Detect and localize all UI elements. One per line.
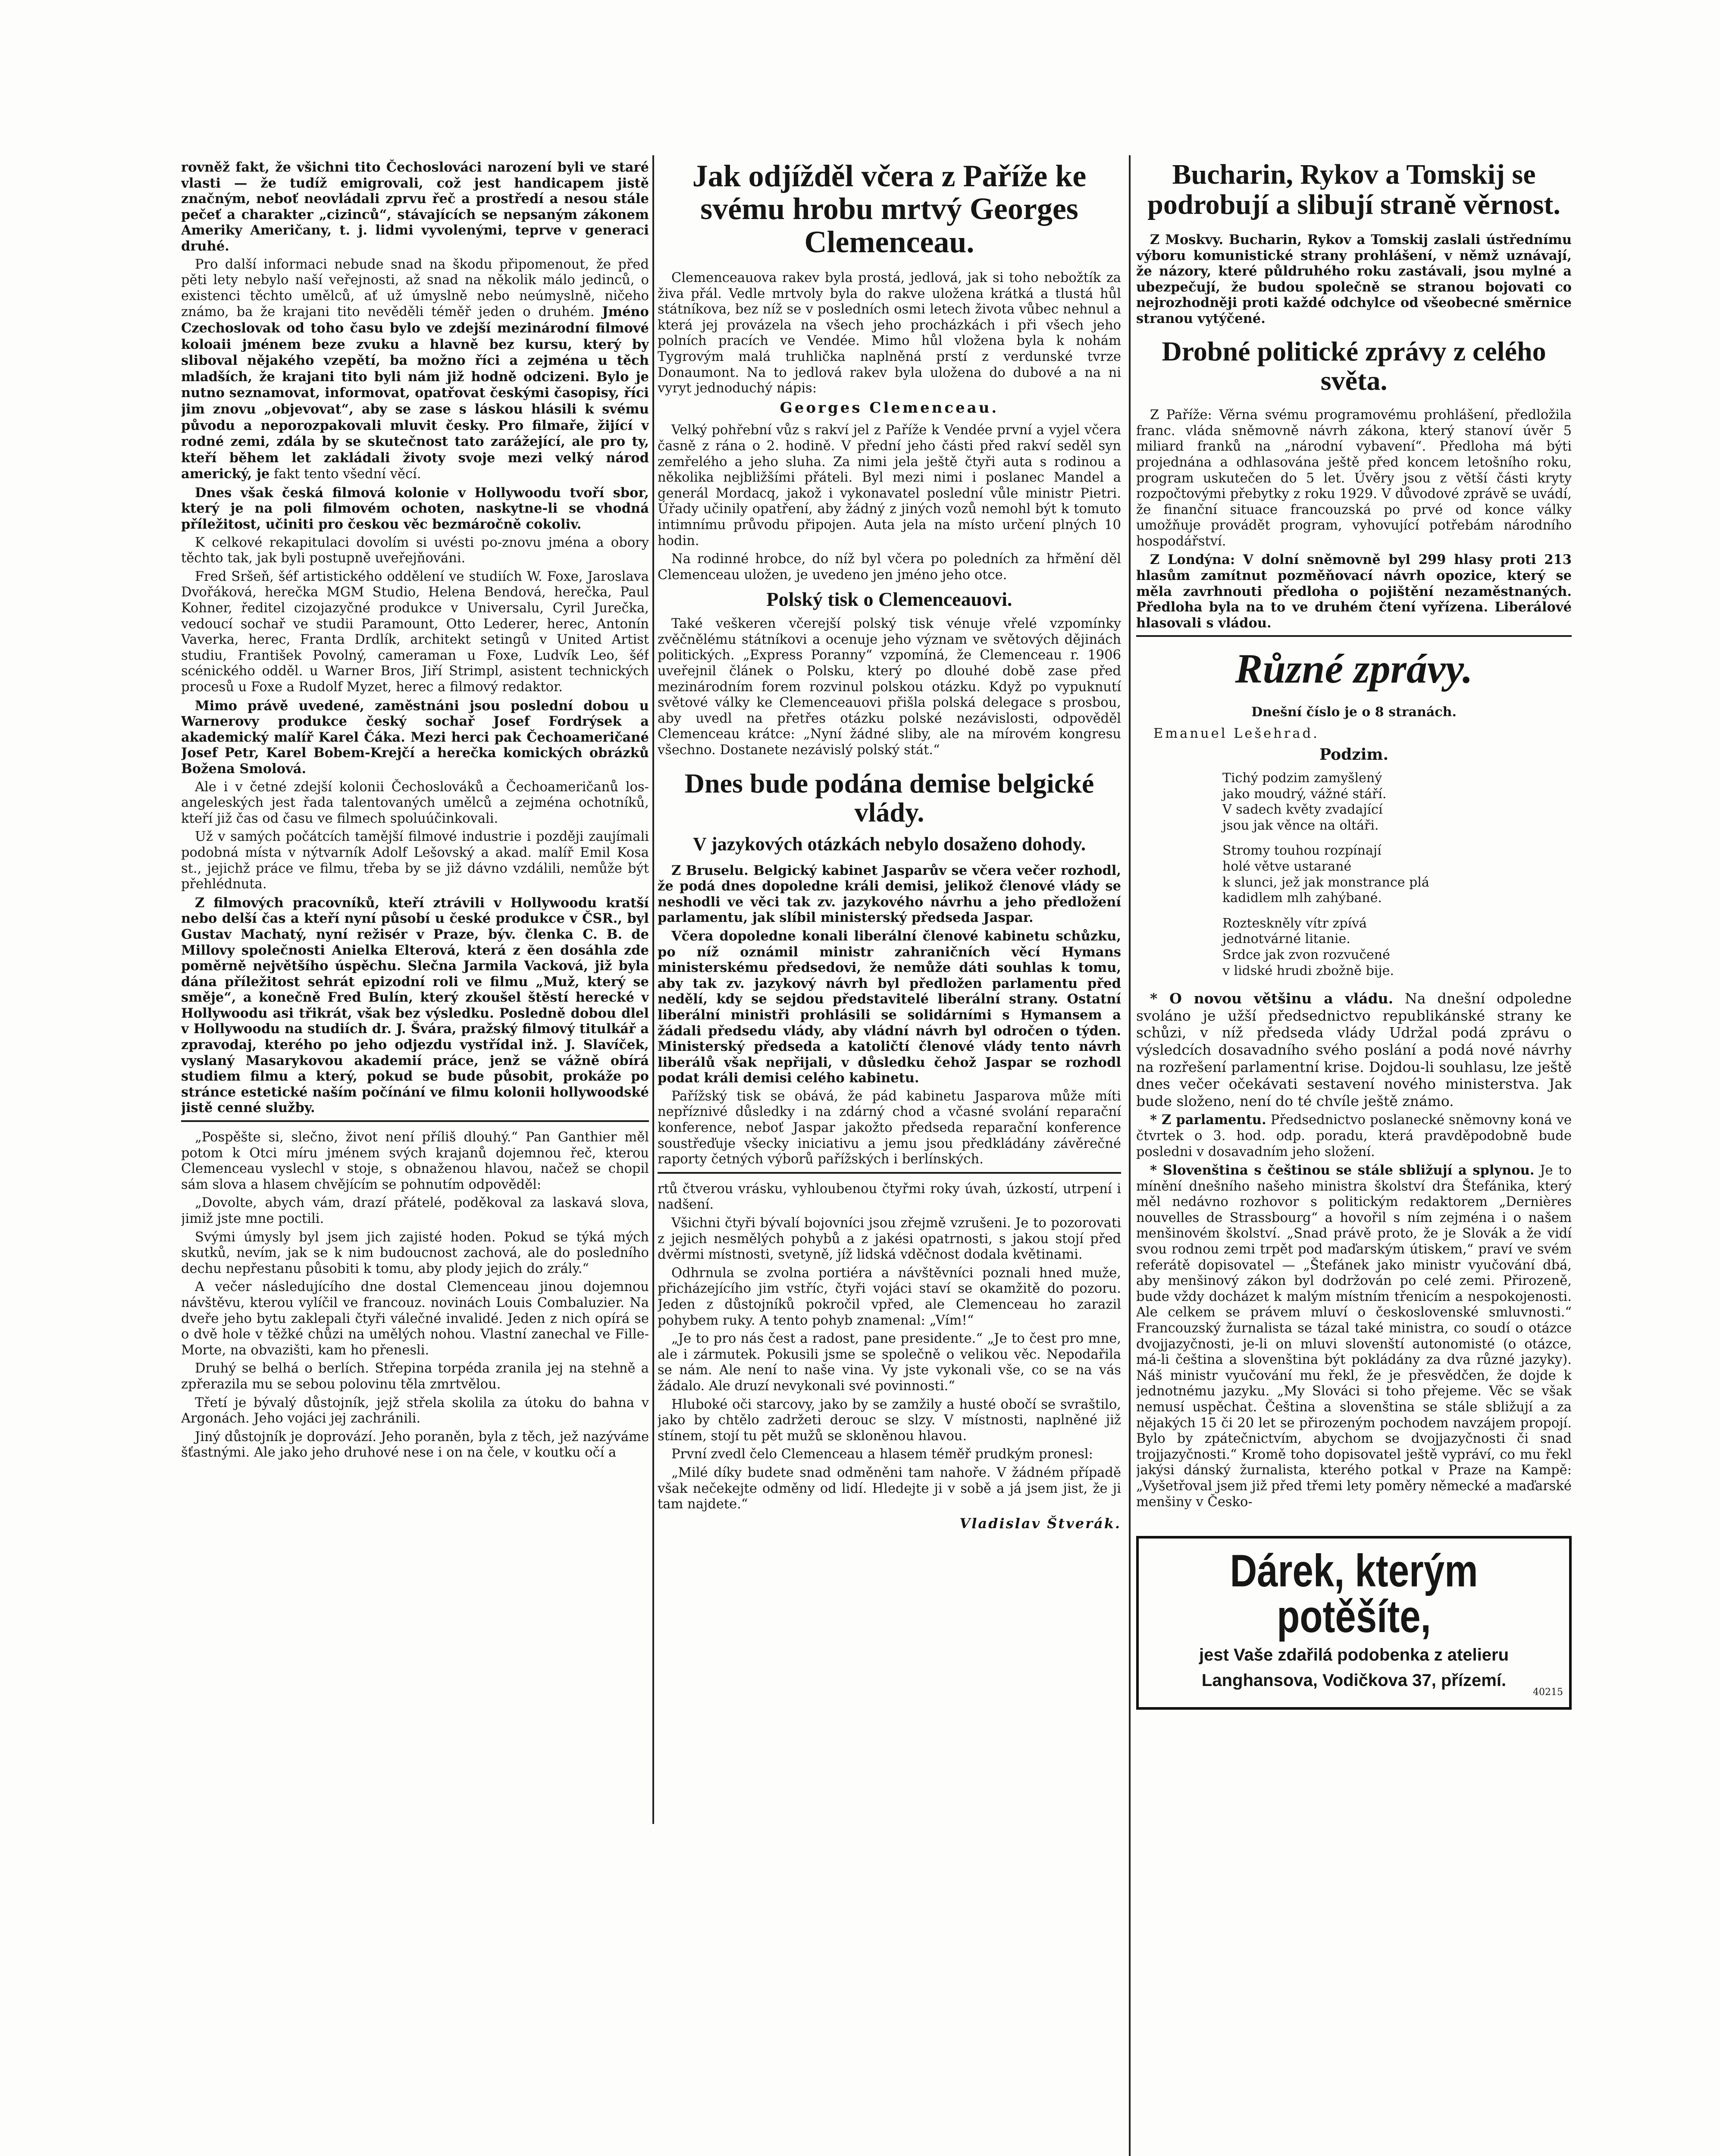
paragraph: Třetí je bývalý důstojník, jejž střela skolila za útoku do bahna v Argonách. Jeho vojáci jej zachránili.	[181, 1395, 649, 1426]
section-rule	[658, 1172, 1121, 1174]
text-run: fakt tento všední věcí.	[273, 467, 421, 482]
paragraph	[1136, 1163, 1572, 1510]
paragraph: „Je to pro nás čest a radost, pane presidente.“ „Je to čest pro mne, ale i zármutek. Pokusili jsme se společně o velikou věc. Nepodařila se nám. Ale není to naše vina. Vy jste vykonali vše, co se na vás žádalo. Ale druzí nevykonali své povinnosti.“	[658, 1331, 1121, 1394]
inscription: Georges Clemenceau.	[780, 399, 999, 417]
text-run: Pro další informaci nebude snad na škodu připomenout, že před pěti lety nebylo naší veřejnosti, až snad na několik málo jedinců, o existenci těchto umělců, ať už úmyslně nebo neúmyslně, ničeho známo, ba že krajani tito nevěděli téměř jeden o druhém.	[181, 257, 649, 320]
paragraph	[1136, 990, 1572, 1109]
poem-line: V sadech květy zvadající	[1222, 802, 1383, 818]
paragraph: „Dovolte, abych vám, drazí přátelé, poděkoval za laskavá slova, jimiž jste mne poctili.	[181, 1195, 649, 1226]
paragraph: Fred Sršeň, šéf artistického oddělení ve studiích W. Foxe, Jaroslava Dvořáková, herečka MGM Studio, Helena Bendová, herečka, Paul Kohner, ředitel cizojazyčné produkce v Universalu, Cyril Jurečka, vedoucí sochař ve studii Paramount, Otto Lederer, herec, Antonín Vaverka, herec, Franta Drdlík, architekt setingů v United Artist studiu, František Povolný, cameraman u Foxe, Ludvík Leo, šéf scénického odděl. u Warner Bros, Jiří Strimpl, asistent technických procesů u Foxe a Rudolf Myzet, herec a filmový redaktor.	[181, 569, 649, 695]
section-rule	[181, 1120, 649, 1122]
column-divider-2	[1129, 155, 1131, 2156]
lead-in: * Slovenština s češtinou se stále sbližují a splynou.	[1150, 1163, 1535, 1178]
poem-line: v lidské hrudi zbožně bije.	[1222, 963, 1394, 978]
paragraph: Ale i v četné zdejší kolonii Čechoslováků a Čechoameričanů los-angeleských jest řada talentovaných umělců a zejména ochotníků, kteří již čas od času ve filmech spoluúčinkovali.	[181, 779, 649, 826]
column-1	[181, 160, 649, 2156]
paragraph: Z Bruselu. Belgický kabinet Jasparův se včera večer rozhodl, že podá dnes dopoledne králi demisi, jelikož členové vlády se neshodli ve věci tak zv. jazykového návrhu a jeho předložení parlamentu, jak slíbil ministerský předseda Jaspar.	[658, 862, 1121, 926]
poem-line: kadidlem mlh zahýbané.	[1222, 890, 1382, 906]
paragraph: Dnes však česká filmová kolonie v Hollywoodu tvoří sbor, který je na poli filmovém ochoten, naskytne-li se vhodná příležitost, učiniti pro českou věc bezmáročně cokoliv.	[181, 485, 649, 533]
headline-various-news: Různé zprávy.	[1235, 646, 1473, 692]
column-3	[1136, 160, 1572, 2156]
poem-line: Tichý podzim zamyšlený	[1222, 771, 1382, 786]
poem	[1222, 771, 1572, 979]
paragraph: Jiný důstojník je doprovází. Jeho poraněn, byla z těch, jež nazýváme šťastnými. Ale jako jeho druhové nese i on na čele, v koutku očí a	[181, 1429, 649, 1460]
poem-line: k slunci, jež jak monstrance plá	[1222, 874, 1429, 890]
paragraph: Z Londýna: V dolní sněmovně byl 299 hlasy proti 213 hlasům zamítnut pozměňovací návrh opozice, který se měla zavrhnouti předloha o pojištění nezaměstnaných. Předloha byla na to ve druhém čtení vyřízena. Liberálové hlasovali s vládou.	[1136, 552, 1572, 631]
paragraph: Svými úmysly byl jsem jich zajisté hoden. Pokud se týká mých skutků, nevím, jak se k nim budoucnost zachová, ale do posledního dechu nepřestanu působiti k tomu, aby plody jejich do zrály.“	[181, 1229, 649, 1276]
stanza-gap	[1222, 906, 1572, 916]
paragraph: Na rodinné hrobce, do níž byl včera po poledních za hřmění děl Clemenceau uložen, je uvedeno jen jméno jeho otce.	[658, 552, 1121, 583]
stanza-gap	[1222, 834, 1572, 843]
poem-line: Stromy touhou rozpínají	[1222, 843, 1382, 859]
paragraph: Také veškeren včerejší polský tisk vénuje vřelé vzpomínky zvěčnělému státníkovi a ocenuje jeho význam ve světových dějinách politických. „Express Poranny“ vzpomíná, že Clemenceau r. 1906 uveřejnil článek o Polsku, který po dlouhé době zase před mezinárodním forem rozvinul polskou otázku. Když po vypuknutí světové války ke Clemenceauovi přišla polská delegace s prosbou, aby uvedl na přetřes otázku polské nezávislosti, odpověděl Clemenceau krátce: „Nyní žádné sliby, ale na mírovém kongresu všechno. Dostanete nezávislý polský stát.“	[658, 616, 1121, 758]
paragraph: Odhrnula se zvolna portiéra a návštěvníci poznali hned muže, přicházejícího jim vstříc, čtyři vojáci staví se okamžitě do pozoru. Jeden z důstojníků pokročil vpřed, ale Clemenceau ho zarazil pohybem ruky. A tento pohyb znamenal: „Vím!“	[658, 1265, 1121, 1328]
headline-clemenceau: Jak odjížděl včera z Paříže ke svému hrobu mrtvý Georges Clemenceau.	[692, 160, 1087, 259]
text-run: Předsednictvo poslanecké sněmovny koná ve čtvrtek o 3. hod. odp. poradu, která pravděpodobně bude posledni v dosavadním jeho složení.	[1136, 1112, 1572, 1159]
subheadline-polish-press: Polský tisk o Clemenceauovi.	[766, 588, 1012, 611]
headline-belgian-government: Dnes bude podána demise belgické vlády.	[684, 768, 1094, 828]
column-divider-1	[652, 155, 654, 1824]
author-signature: Vladislav Štverák.	[959, 1515, 1121, 1532]
text-run: Je to mínění dnešního našeho ministra školství dra Štefánika, který měl nedávno rozhovor s politickým redaktorem „Dernières nouvelles de Strassbourg“ a hovořil s ním zejména i o našem menšinovém školství. „Snad právě proto, že je Slovák a že vidí svou rodnou zemi trpět pod maďarským útiskem,“ praví ve svém referátě dopisovatel — „Štefánek jako ministr vyučování dbá, aby menšinový zákon byl dodržován po celé zemi. Přirozeně, bude vždy docházet k malým místním třenicím a nespokojenosti. Ale celkem se právem mluví o československé smluvnosti.“ Francouzský žurnalista se tázal také ministra, co soudí o otázce dvojjazyčnosti, je-li on mluvi slovenští autonomisté (o otázce, má-li čeština a slovenština být pokládány za dva různé jazyky). Náš ministr vyučování mu řekl, že je přesvědčen, že dojde k jednotnému jazyku. „My Slováci si toho přejeme. Věc se však nemusí uspěchat. Čeština a slovenština se stále sbližují a za nějakých 15 či 20 let se přirozeným pochodem navzájem propojí. Bylo by zpátečnictvím, abychom se dvojjazyčnosti či snad trojjazyčnosti.“ Kromě toho dopisovatel ještě vypráví, co mu řekl jakýsi dánský žurnalista, kterého potkal v Praze na Kampě: „Vyšetřoval jsem již před třemi lety poměry německé a maďarské menšiny v Česko-	[1136, 1163, 1572, 1510]
headline-sub: V jazykových otázkách nebylo dosaženo dohody.	[692, 834, 1086, 855]
paragraph: Hluboké oči starcovy, jako by se zamžily a husté obočí se svraštilo, jako by chtělo zadržeti derouc se slzy. V místnosti, naplněné již stínem, stojí tu pět mužů se skloněnou hlavou.	[658, 1397, 1121, 1444]
ad-code: 40215	[1533, 1687, 1563, 1698]
paragraph: K celkové rekapitulaci dovolím si uvésti po-znovu jména a obory těchto tak, jak byli postupně uveřejňováni.	[181, 535, 649, 566]
paragraph: Včera dopoledne konali liberální členové kabinetu schůzku, po níž oznámil ministr zahraničních věcí Hymans ministerskému předsedovi, že nemůže dáti souhlas k tomu, aby tak zv. jazykový návrh byl předložen parlamentu před nedělí, kdy se sejdou představitelé liberální strany. Ostatní liberální ministři prohlásili se solidárními s Hymansem a žádali předsedu vlády, aby vládní návrh byl odročen o týden. Ministerský předseda a katoličtí členové vlády tento návrh liberálů však nepřijali, v důsledku čehož Jaspar se rozhodl podat králi demisi celého kabinetu.	[658, 928, 1121, 1086]
text-run: Na dnešní odpoledne svoláno je užší předsednictvo republikánské strany ke schůzi, v níž předseda vlády Udržal podá zprávu o výsledcích dosavadního svého poslání a podá nové návrhy na rozřešení parlamentní krise. Dojdou-li souhlasu, lze ještě dnes večer očekávati sestavení nového ministerstva. Jak bude složeno, není do té chvíle ještě známo.	[1136, 990, 1572, 1109]
headline-bukharin: Bucharin, Rykov a Tomskij se podrobují a slibují straně věrnost.	[1147, 160, 1560, 220]
edition-note: Dnešní číslo je o 8 stranách.	[1251, 705, 1457, 720]
paragraph: Z filmových pracovníků, kteří ztrávili v Hollywoodu kratší nebo delší čas a kteří nyní působí u české produkce v ČSR., byl Gustav Machatý, nyní režisér v Praze, býv. členka C. B. de Millovy společnosti Anielka Elterová, která z ĕen dosáhla zde poměrně největšího úspěchu. Slečna Jarmila Vacková, již byla dána příležitost sehrát epizodní roli ve filmu „Muž, který se směje“, a konečně Fred Bulín, který zkoušel štěstí herecké v Hollywoodu asi třikrát, však bez výsledku. Posledně dobou dlel v Hollywoodu na studiích dr. J. Švára, pražský filmový titulkář a zpravodaj, kterého po jeho odjezdu vystřídal inž. J. Slavíček, vyslaný Masarykovou akademií práce, jenž se vážně obírá studiem filmu a který, pokud se bude působit, prokáže po stránce estetické naším počínání ve filmu kolonii hollywoodské jistě cenné služby.	[181, 895, 649, 1116]
ad-line: Langhansova, Vodičkova 37, přízemí.	[1201, 1671, 1507, 1690]
ad-title: Dárek, kterým potěšíte,	[1230, 1545, 1478, 1642]
paragraph: První zvedl čelo Clemenceau a hlasem téměř prudkým pronesl:	[671, 1447, 1093, 1462]
paragraph: Z Moskvy. Bucharin, Rykov a Tomskij zaslali ústřednímu výboru komunistické strany prohlášení, v němž uznávají, že názory, které půldruhého roku zastávali, jsou mylné a ubezpečují, že budou společně se stranou bojovati co nejrozhodněji proti každé odchylce od všeobecné směrnice stranou vytýčené.	[1136, 232, 1572, 326]
photo-studio-advertisement	[1136, 1536, 1572, 1710]
paragraph: rovněž fakt, že všichni tito Čechoslováci narození byli ve staré vlasti — že tudíž emigrovali, což jest handicapem jistě značným, neboť neovládali zprvu řeč a prostředí a nesou stále pečeť a charakter „cizinců“, stávajících se nepsaným zákonem Ameriky Američany, t. j. lidmi vyvolenými, teprve v generaci druhé.	[181, 160, 649, 254]
column-2	[658, 160, 1121, 2156]
paragraph: rtů čtverou vrásku, vyhloubenou čtyřmi roky úvah, úzkostí, utrpení i nadšení.	[658, 1181, 1121, 1213]
paragraph: „Pospěšte si, slečno, život není příliš dlouhý.“ Pan Ganthier měl potom k Otci míru jménem svých krajanů dojemnou řeč, kterou Clemenceau vyslechl v stoje, s obnaženou hlavou, načež se chopil sám slova a hlasem chvějícím se pohnutím odpověděl:	[181, 1130, 649, 1192]
poem-line: jako moudrý, vážné stáří.	[1222, 786, 1387, 802]
poem-line: Srdce jak zvon rozvučené	[1222, 947, 1390, 962]
text-run: Jméno Czechoslovak od toho času bylo ve zdejší mezinárodní filmové koloaii jménem beze zvuku a hlavně bez kursu, který by sliboval nějakého vzepětí, ba možno říci a zejména u těch mladších, že krajani tito byli nám již hodně odcizeni. Bylo je nutno seznamovat, informovat, opatřovat českými časopisy, říci jim znovu „objevovat“, aby se zase s láskou hlásili k svému původu a neporozpakovali mluvit česky. Pro filmaře, žijící v rodné zemi, zdála by se skutečnost tato zarážející, ale pro ty, kteří během let zakládali životy svoje mezi velký národ americký, je	[181, 304, 649, 482]
paragraph	[181, 257, 649, 483]
paragraph	[1136, 1112, 1572, 1160]
paragraph: „Milé díky budete snad odměněni tam nahoře. V žádném případě však nečekejte odměny od lidí. Hledejte ji v sobě a já jsem jist, že ji tam najdete.“	[658, 1465, 1121, 1512]
poem-line: Rozteskněly vítr zpívá	[1222, 915, 1367, 931]
lead-in: * Z parlamentu.	[1150, 1112, 1266, 1128]
poem-title: Podzim.	[1319, 746, 1389, 764]
poem-line: holé větve ustarané	[1222, 859, 1352, 874]
lead-in: * O novou většinu a vládu.	[1150, 990, 1394, 1007]
paragraph: Clemenceauova rakev byla prostá, jedlová, jak si toho nebožtík za živa přál. Vedle mrtvoly byla do rakve uložena krátká a tlustá hůl státníkova, bez níž se v posledních osmi letech života vůbec nehnul a která jej provázela na všech jeho procházkách i při všech jeho polních pracích ve Vendée. Mimo hůl vložena byla k nohám Tygrovým malá truhlička naplněná prstí z verdunské tvrze Donaumont. Na to jedlová rakev byla uložena do dubové a na ni vyryt jednoduchý nápis:	[658, 270, 1121, 396]
headline-political-news: Drobné politické zprávy z celého světa.	[1162, 336, 1546, 396]
paragraph: A večer následujícího dne dostal Clemenceau jinou dojemnou návštěvu, kterou vylíčil ve francouz. novinách Louis Combaluzier. Na dveře jeho bytu zaklepali čtyři válečné invalidé. Jeden z nich opírá se o dvě hole v těžké chůzi na umělých nohou. Vlastní zanechal ve Fille-Morte, na obvazišti, kam ho přenesli.	[181, 1279, 649, 1358]
poem-line: jsou jak věnce na oltáři.	[1222, 818, 1379, 833]
poem-line: jednotvárné litanie.	[1222, 931, 1350, 947]
paragraph: Všichni čtyři bývalí bojovníci jsou zřejmě vzrušeni. Je to pozorovati z jejich nesmělých pohybů a z jakési opatrnosti, s jakou stojí před dvěrmi místnosti, svetyně, jíž lidská vděčnost dodala květinami.	[658, 1216, 1121, 1263]
section-rule	[1136, 635, 1572, 637]
paragraph: Mimo právě uvedené, zaměstnáni jsou poslední dobou u Warnerovy produkce český sochař Josef Fordrýsek a akademický malíř Karel Čáka. Mezi herci pak Čechoameričané Josef Petr, Karel Bobem-Krejčí a herečka komických obrázků Božena Smolová.	[181, 698, 649, 777]
paragraph: Druhý se belhá o berlích. Střepina torpéda zranila jej na stehně a zpřerazila mu se sebou polovinu těla zmrtvělou.	[181, 1361, 649, 1392]
paragraph: Už v samých počátcích tamější filmové industrie i později zaujímali podobná místa v nýtvarník Adolf Lešovský a akad. malíř Emil Kosa st., jejichž práce ve filmu, třeba by se již dávno vzdálili, nemůže být přehlédnuta.	[181, 829, 649, 892]
ad-line: jest Vaše zdařilá podobenka z atelieru	[1199, 1645, 1509, 1665]
paragraph: Pařížský tisk se obává, že pád kabinetu Jasparova může míti nepříznivé důsledky i na zdárný chod a včasné svolání reparační konference, neboť Jaspar jakožto předseda reparační konference soustřeďuje všecky iniciativu a jemu jsou předkládány závěrečné raporty četných výborů pařížských i berlínských.	[658, 1088, 1121, 1167]
poet-name: Emanuel Lešehrad.	[1153, 726, 1319, 742]
paragraph: Velký pohřební vůz s rakví jel z Paříže k Vendée první a vyjel včera časně z rána o 2. hodině. V přední jeho části před rakví seděl syn zemřelého a jeho sluha. Za nimi jela ještě čtyři auta s rodinou a několika nejbližšími přáteli. Byl mezi nimi i poslanec Mandel a generál Mordacq, jakož i vykonavatel poslední vůle ministr Pietri. Úřady učinily opatření, aby žádný z jiných vozů nemohl být k tomuto intimnímu průvodu připojen. Auta jela na místo určení plných 10 hodin.	[658, 423, 1121, 548]
paragraph: Z Paříže: Věrna svému programovému prohlášení, předložila franc. vláda sněmovně návrh zákona, který stanoví úvěr 5 miliard franků na „národní vybavení“. Předloha má býti projednána a odhlasována ještě před koncem letošního roku, program uskutečen do 5 let. Úvěry jsou z větší části kryty rozpočtovými přebytky z roku 1929. V důvodové zprávě se uvádí, že finanční situace francouzská po prvé od konce války umožňuje provádět program, vyhovující potřebám národního hospodářství.	[1136, 407, 1572, 549]
